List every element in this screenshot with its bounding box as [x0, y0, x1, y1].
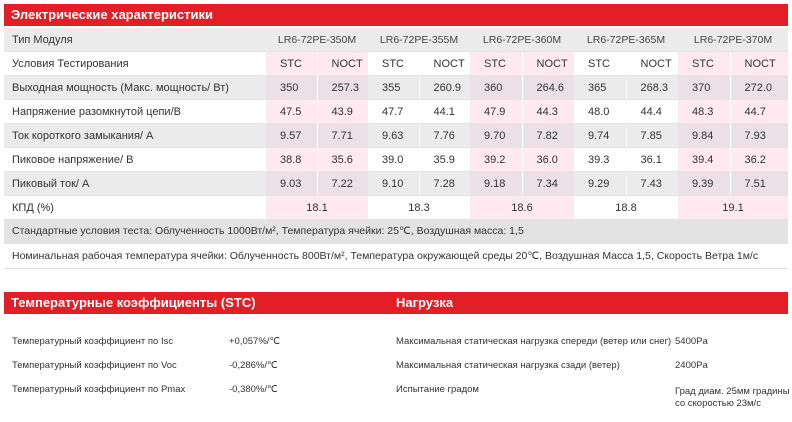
temperature-header — [4, 292, 392, 314]
stc-note: Стандартные условия теста: Облученность 1000Вт/м², Температура ячейки: 25℃, Воздушная масса: 1,5 — [4, 219, 788, 244]
value-cell: 9.18 — [470, 172, 522, 196]
value-cell: 7.85 — [626, 124, 678, 148]
electrical-table — [4, 28, 788, 220]
value-cell: 272.0 — [730, 76, 788, 100]
efficiency-cell: 18.6 — [470, 196, 574, 220]
value-cell: 39.2 — [470, 148, 522, 172]
temp-coef-label: Температурный коэффициент по Isc — [12, 336, 174, 347]
test-conditions-label: Условия Тестирования — [4, 52, 266, 76]
value-cell: 36.0 — [522, 148, 574, 172]
noct-cell: NOCT — [730, 52, 788, 76]
model-name: LR6-72PE-350M — [266, 28, 368, 52]
value-cell: 9.63 — [368, 124, 419, 148]
model-name: LR6-72PE-370M — [678, 28, 788, 52]
value-cell: 257.3 — [317, 76, 368, 100]
value-cell: 47.5 — [266, 100, 317, 124]
table-row — [4, 124, 788, 148]
value-cell: 36.2 — [730, 148, 788, 172]
value-cell: 9.03 — [266, 172, 317, 196]
noct-cell: NOCT — [626, 52, 678, 76]
noct-note: Номинальная рабочая температура ячейки: Облученность 800Вт/м², Температура окружающей среды 20℃, Воздушная Масса 1,5, Скорость Ветра 1м/с — [4, 244, 788, 269]
value-cell: 7.28 — [419, 172, 470, 196]
value-cell: 48.3 — [678, 100, 730, 124]
value-cell: 48.0 — [574, 100, 626, 124]
temperature-title: Температурные коэффициенты (STC) — [11, 295, 256, 310]
value-cell: 9.57 — [266, 124, 317, 148]
temp-coef-label: Температурный коэффициент по Pmax — [12, 384, 186, 395]
load-title: Нагрузка — [396, 295, 454, 310]
value-cell: 38.8 — [266, 148, 317, 172]
load-label: Испытание градом — [396, 384, 479, 395]
value-cell: 36.1 — [626, 148, 678, 172]
electrical-header — [4, 4, 788, 26]
load-value: 2400Pa — [675, 360, 708, 371]
table-row — [4, 148, 788, 172]
value-cell: 35.9 — [419, 148, 470, 172]
value-cell: 7.82 — [522, 124, 574, 148]
electrical-title: Электрические характеристики — [11, 7, 213, 22]
model-row — [4, 28, 788, 52]
value-cell: 7.93 — [730, 124, 788, 148]
row-label: Ток короткого замыкания/ А — [4, 124, 266, 148]
value-cell: 39.3 — [574, 148, 626, 172]
value-cell: 39.4 — [678, 148, 730, 172]
noct-cell: NOCT — [522, 52, 574, 76]
load-value: Град диам. 25мм градины — [675, 386, 790, 397]
stc-cell: STC — [574, 52, 626, 76]
stc-cell: STC — [678, 52, 730, 76]
efficiency-row — [4, 196, 788, 220]
value-cell: 44.3 — [522, 100, 574, 124]
value-cell: 7.22 — [317, 172, 368, 196]
value-cell: 9.39 — [678, 172, 730, 196]
value-cell: 44.1 — [419, 100, 470, 124]
value-cell: 47.7 — [368, 100, 419, 124]
value-cell: 43.9 — [317, 100, 368, 124]
value-cell: 44.7 — [730, 100, 788, 124]
temp-coef-value: -0,286%/℃ — [229, 360, 278, 371]
value-cell: 370 — [678, 76, 730, 100]
value-cell: 264.6 — [522, 76, 574, 100]
value-cell: 355 — [368, 76, 419, 100]
value-cell: 39.0 — [368, 148, 419, 172]
table-row — [4, 172, 788, 196]
load-value: 5400Pa — [675, 336, 708, 347]
value-cell: 350 — [266, 76, 317, 100]
load-header — [388, 292, 788, 314]
row-label: Пиковое напряжение/ В — [4, 148, 266, 172]
table-row — [4, 100, 788, 124]
value-cell: 365 — [574, 76, 626, 100]
model-label: Тип Модуля — [4, 28, 266, 52]
value-cell: 9.29 — [574, 172, 626, 196]
value-cell: 7.76 — [419, 124, 470, 148]
value-cell: 7.43 — [626, 172, 678, 196]
efficiency-cell: 18.1 — [266, 196, 368, 220]
efficiency-cell: 19.1 — [678, 196, 788, 220]
temp-coef-label: Температурный коэффициент по Voc — [12, 360, 177, 371]
row-label: Пиковый ток/ А — [4, 172, 266, 196]
load-label: Максимальная статическая нагрузка спереди (ветер или снег) — [396, 336, 672, 347]
noct-cell: NOCT — [419, 52, 470, 76]
model-name: LR6-72PE-360M — [470, 28, 574, 52]
value-cell: 360 — [470, 76, 522, 100]
value-cell: 47.9 — [470, 100, 522, 124]
load-label: Максимальная статическая нагрузка сзади (ветер) — [396, 360, 620, 371]
row-label: Напряжение разомкнутой цепи/В — [4, 100, 266, 124]
stc-cell: STC — [368, 52, 419, 76]
value-cell: 7.71 — [317, 124, 368, 148]
value-cell: 9.74 — [574, 124, 626, 148]
efficiency-cell: 18.3 — [368, 196, 470, 220]
efficiency-label: КПД (%) — [4, 196, 266, 220]
noct-cell: NOCT — [317, 52, 368, 76]
stc-cell: STC — [266, 52, 317, 76]
temp-coef-value: +0,057%/℃ — [229, 336, 281, 347]
row-label: Выходная мощность (Макс. мощность/ Вт) — [4, 76, 266, 100]
efficiency-cell: 18.8 — [574, 196, 678, 220]
model-name: LR6-72PE-355M — [368, 28, 470, 52]
value-cell: 9.70 — [470, 124, 522, 148]
temp-coef-value: -0,380%/℃ — [229, 384, 278, 395]
value-cell: 260.9 — [419, 76, 470, 100]
value-cell: 9.10 — [368, 172, 419, 196]
table-row — [4, 76, 788, 100]
test-conditions-row — [4, 52, 788, 76]
value-cell: 44.4 — [626, 100, 678, 124]
value-cell: 7.34 — [522, 172, 574, 196]
load-value-line2: со скоростью 23м/с — [675, 398, 761, 409]
value-cell: 9.84 — [678, 124, 730, 148]
value-cell: 7.51 — [730, 172, 788, 196]
model-name: LR6-72PE-365M — [574, 28, 678, 52]
stc-cell: STC — [470, 52, 522, 76]
value-cell: 268.3 — [626, 76, 678, 100]
value-cell: 35.6 — [317, 148, 368, 172]
